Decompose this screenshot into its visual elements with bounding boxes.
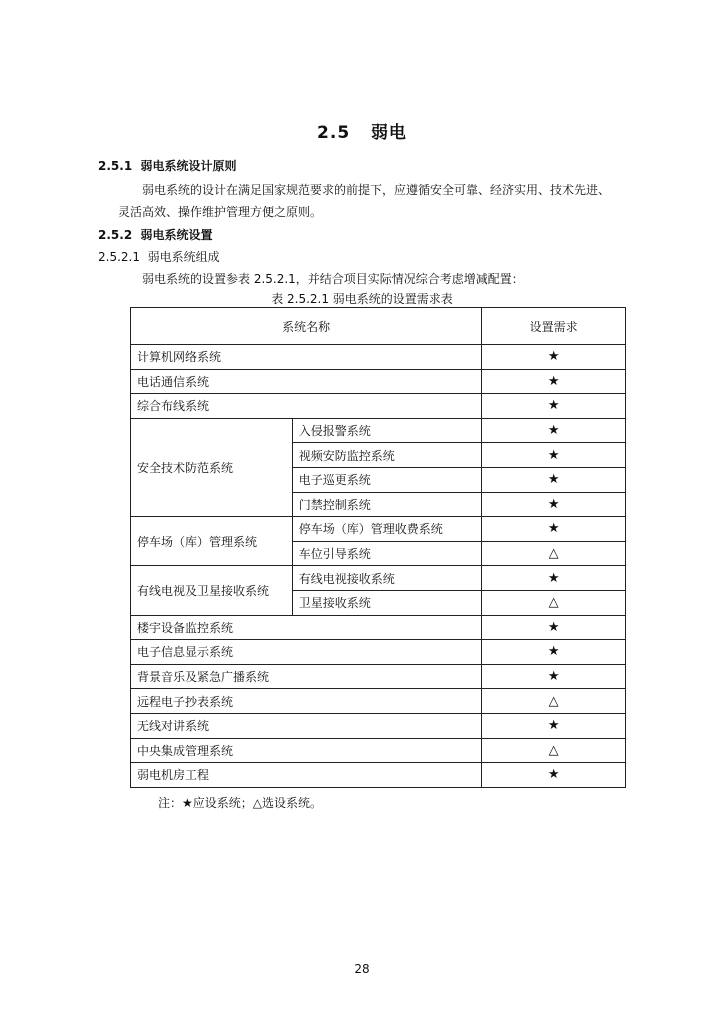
requirement-mark: △	[482, 590, 626, 615]
header-requirement: 设置需求	[482, 308, 626, 345]
table-row	[131, 615, 626, 640]
heading-2-5-2-1: 2.5.2.1 弱电系统组成	[98, 250, 220, 264]
requirement-mark: △	[482, 738, 626, 763]
system-name: 中央集成管理系统	[131, 738, 482, 763]
system-name: 背景音乐及紧急广播系统	[131, 664, 482, 689]
subsystem-name: 有线电视接收系统	[292, 566, 482, 591]
subsystem-name: 电子巡更系统	[292, 467, 482, 492]
subsystem-name: 视频安防监控系统	[292, 443, 482, 468]
section-number: 2.5	[317, 123, 351, 143]
table-row	[131, 369, 626, 394]
section-name: 弱电	[370, 123, 407, 143]
requirement-mark: ★	[482, 394, 626, 419]
subsystem-name: 车位引导系统	[292, 541, 482, 566]
table-header-row	[131, 308, 626, 345]
table-row	[131, 689, 626, 714]
section-title	[0, 118, 724, 143]
paragraph-line-1: 弱电系统的设计在满足国家规范要求的前提下，应遵循安全可靠、经济实用、技术先进、	[142, 183, 611, 197]
system-group-name: 有线电视及卫星接收系统	[131, 566, 293, 615]
requirement-mark: ★	[482, 517, 626, 542]
table-row	[131, 664, 626, 689]
system-name: 计算机网络系统	[131, 345, 482, 370]
system-name: 电话通信系统	[131, 369, 482, 394]
requirement-mark: ★	[482, 566, 626, 591]
requirements-table	[130, 307, 626, 788]
requirement-mark: ★	[482, 467, 626, 492]
system-name: 楼宇设备监控系统	[131, 615, 482, 640]
table-row	[131, 566, 626, 591]
table-row	[131, 517, 626, 542]
requirement-mark: ★	[482, 492, 626, 517]
page-number: 28	[354, 962, 370, 976]
subsystem-name: 入侵报警系统	[292, 418, 482, 443]
system-name: 综合布线系统	[131, 394, 482, 419]
system-name: 无线对讲系统	[131, 713, 482, 738]
requirement-mark: ★	[482, 640, 626, 665]
system-name: 远程电子抄表系统	[131, 689, 482, 714]
requirement-mark: ★	[482, 369, 626, 394]
table-row	[131, 394, 626, 419]
requirement-mark: ★	[482, 418, 626, 443]
requirement-mark: △	[482, 541, 626, 566]
system-name: 电子信息显示系统	[131, 640, 482, 665]
subsystem-name: 卫星接收系统	[292, 590, 482, 615]
table-caption: 表 2.5.2.1 弱电系统的设置需求表	[271, 292, 453, 306]
requirement-mark: △	[482, 689, 626, 714]
table-row	[131, 418, 626, 443]
table-row	[131, 738, 626, 763]
requirement-mark: ★	[482, 713, 626, 738]
paragraph-line-2: 灵活高效、操作维护管理方便之原则。	[118, 205, 323, 219]
requirement-mark: ★	[482, 615, 626, 640]
heading-2-5-1: 2.5.1 弱电系统设计原则	[98, 159, 237, 173]
heading-2-5-2: 2.5.2 弱电系统设置	[98, 228, 213, 242]
header-system-name: 系统名称	[131, 308, 482, 345]
requirement-mark: ★	[482, 443, 626, 468]
requirement-mark: ★	[482, 763, 626, 788]
requirement-mark: ★	[482, 664, 626, 689]
table-row	[131, 640, 626, 665]
table-row	[131, 345, 626, 370]
system-name: 弱电机房工程	[131, 763, 482, 788]
subsystem-name: 停车场（库）管理收费系统	[292, 517, 482, 542]
paragraph-table-intro: 弱电系统的设置参表 2.5.2.1，并结合项目实际情况综合考虑增减配置：	[142, 272, 524, 286]
system-group-name: 停车场（库）管理系统	[131, 517, 293, 566]
table-row	[131, 713, 626, 738]
requirement-mark: ★	[482, 345, 626, 370]
table-row	[131, 763, 626, 788]
table-note: 注：★应设系统；△选设系统。	[158, 796, 322, 810]
system-group-name: 安全技术防范系统	[131, 418, 293, 516]
subsystem-name: 门禁控制系统	[292, 492, 482, 517]
